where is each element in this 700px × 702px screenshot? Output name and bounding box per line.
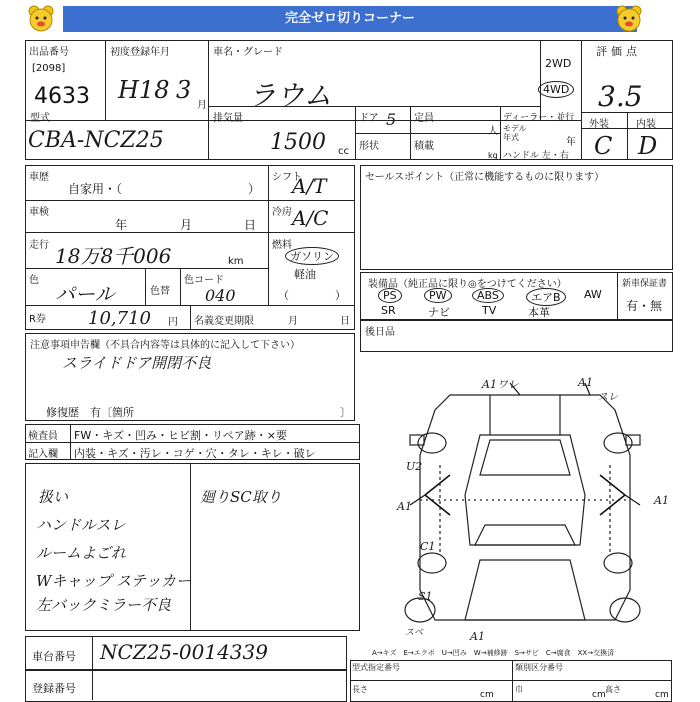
load-unit: kg	[488, 151, 498, 160]
mark-a1-rear: A1	[470, 630, 485, 643]
header-title: 完全ゼロ切りコーナー	[63, 6, 637, 32]
aircon-value: A/C	[292, 206, 329, 230]
chassis-label: 車台番号	[32, 650, 76, 663]
inspection-year: 年	[115, 218, 128, 232]
dim-height-unit: cm	[655, 690, 669, 700]
mark-c1: C1	[420, 540, 436, 553]
score-label: 評価点	[596, 45, 641, 58]
mark-slip: スベ	[405, 628, 424, 638]
repair-label: 修復歴 有〔箇所	[46, 406, 134, 419]
history-close: ）	[248, 182, 261, 196]
dim-length-label: 長さ	[352, 685, 368, 694]
lot-label: 出品番号	[29, 47, 69, 58]
type-no-label-2: 類別区分番号	[515, 663, 563, 672]
year-unit: 年	[566, 137, 576, 148]
chassis-value: NCZ25-0014339	[100, 640, 268, 664]
dim-height-label: 高さ	[605, 685, 621, 694]
inspection-day: 日	[244, 218, 257, 232]
comment-line-2: ハンドルスレ	[36, 516, 126, 534]
displacement-label: 排気量	[213, 113, 243, 124]
mark-a1-front: A1ワレ	[482, 378, 519, 391]
mileage-value: 18万8千006	[55, 244, 172, 268]
equipment-airbag: エアB	[526, 288, 566, 306]
comment-right: 廻りSC取り	[200, 488, 282, 506]
inspection-month: 月	[180, 218, 193, 232]
comment-line-5: 左バックミラー不良	[36, 596, 172, 614]
equipment-sr: SR	[381, 304, 396, 317]
notes-label: 注意事項申告欄（不具合内容等は具体的に記入して下さい）	[30, 340, 300, 351]
history-value: 自家用・（	[68, 182, 123, 196]
mileage-label: 走行	[29, 240, 49, 251]
dim-length-unit: cm	[480, 690, 494, 700]
drive-2wd: 2WD	[545, 57, 572, 70]
car-name-value: ラウム	[248, 79, 332, 112]
mark-a1-left: A1	[397, 500, 412, 513]
model-value: CBA-NCZ25	[28, 128, 164, 153]
score-interior: D	[638, 132, 658, 160]
repair-close: 〕	[340, 406, 351, 419]
color-value: パール	[55, 282, 115, 306]
fuel-diesel: 軽油	[294, 268, 316, 281]
load-label: 積載	[414, 141, 434, 152]
lot-sub-number: [2098]	[32, 63, 66, 74]
equipment-ps: PS	[378, 288, 402, 303]
fuel-paren-close: ）	[335, 289, 346, 302]
doors-value: 5	[386, 110, 397, 129]
name-change-day: 日	[340, 316, 350, 327]
aftermarket-label: 後日品	[365, 327, 395, 338]
dim-width-label: 巾	[515, 685, 523, 694]
doors-label: ドア	[359, 113, 379, 124]
lot-number: 4633	[34, 84, 90, 109]
inspector-label-1: 検査員	[28, 431, 58, 442]
capacity-label: 定員	[414, 113, 434, 124]
color-code-label: 色コード	[184, 275, 224, 286]
warranty-label: 新車保証書	[622, 279, 668, 289]
score-value: 3.5	[598, 80, 643, 113]
equipment-abs: ABS	[472, 288, 504, 303]
dim-width-unit: cm	[592, 690, 606, 700]
displacement-value: 1500	[270, 130, 326, 155]
drive-4wd: 4WD	[538, 81, 574, 98]
dealer-label: ディーラー・並行	[503, 113, 575, 123]
color-change-label: 色替	[150, 286, 170, 297]
fuel-gasoline: ガソリン	[285, 247, 339, 265]
equipment-aw: AW	[584, 288, 602, 301]
equipment-navi: ナビ	[428, 306, 450, 319]
car-diagram	[380, 375, 670, 645]
mark-u2: U2	[406, 460, 423, 473]
car-name-label: 車名・グレード	[213, 47, 283, 58]
shape-label: 形状	[359, 141, 379, 152]
equipment-pw: PW	[424, 288, 452, 303]
mark-a1-right: A1	[654, 494, 669, 507]
score-exterior-label: 外装	[589, 119, 609, 130]
color-code: 040	[205, 286, 236, 305]
type-no-label: 型式指定番号	[352, 663, 400, 672]
mileage-unit: km	[228, 256, 244, 267]
fuel-paren-open: （	[278, 289, 289, 302]
first-reg-month: 3	[176, 76, 192, 104]
aircon-label: 冷房	[272, 207, 292, 218]
mascot-bear-left-icon	[26, 4, 56, 34]
sales-point-label: セールスポイント（正常に機能するものに限ります）	[365, 172, 605, 183]
name-change-label: 名義変更期限	[194, 316, 254, 327]
name-change-month: 月	[288, 316, 298, 327]
color-label: 色	[29, 275, 39, 286]
history-label: 車歴	[29, 172, 49, 183]
displacement-unit: cc	[338, 146, 349, 157]
shift-label: シフト	[272, 172, 302, 183]
comment-line-4: Wキャップ ステッカー	[36, 572, 191, 590]
inspector-row-2: 内装・キズ・汚レ・コゲ・穴・タレ・キレ・破レ	[74, 447, 316, 460]
comment-line-1: 扱い	[38, 488, 69, 506]
registration-label: 登録番号	[32, 682, 76, 695]
model-year-label: モデル年式	[503, 124, 527, 142]
handle-label: ハンドル 左・右	[503, 151, 569, 161]
warranty-value: 有・無	[626, 299, 663, 313]
capacity-unit: 人	[488, 126, 498, 137]
recycle-unit: 円	[168, 317, 178, 328]
mascot-bear-right-icon	[614, 4, 644, 34]
inspector-label-2: 記入欄	[28, 449, 58, 460]
recycle-value: 10,710	[88, 308, 151, 329]
recycle-label: R券	[29, 314, 46, 325]
notes-value: スライドドア開閉不良	[62, 354, 212, 372]
equipment-tv: TV	[482, 304, 497, 317]
inspector-row-1: FW・キズ・凹み・ヒビ割・リペア跡・×要	[74, 429, 287, 442]
model-label: 型式	[30, 113, 50, 124]
inspection-label: 車検	[29, 207, 49, 218]
equipment-leather: 本革	[528, 306, 550, 319]
mark-a1-front-right: A1	[578, 376, 593, 389]
aftermarket-block	[360, 320, 673, 352]
first-reg-month-unit: 月	[197, 100, 207, 111]
score-exterior: C	[594, 132, 613, 160]
fuel-label: 燃料	[272, 240, 292, 251]
mark-s1: S1	[418, 590, 433, 603]
equipment-label: 装備品（純正品に限り◎をつけてください）	[368, 279, 567, 290]
first-reg-label: 初度登録年月	[110, 47, 170, 58]
mark-scratch-front-right: スレ	[598, 392, 618, 403]
diagram-legend: A→キズ E→エクボ U→凹み W→補修跡 S→サビ C→腐食 XX→交換済	[372, 649, 615, 657]
score-interior-label: 内装	[636, 119, 656, 130]
comment-line-3: ルームよごれ	[36, 544, 127, 562]
first-reg-era: H18	[118, 76, 170, 104]
shift-value: A/T	[292, 174, 327, 198]
